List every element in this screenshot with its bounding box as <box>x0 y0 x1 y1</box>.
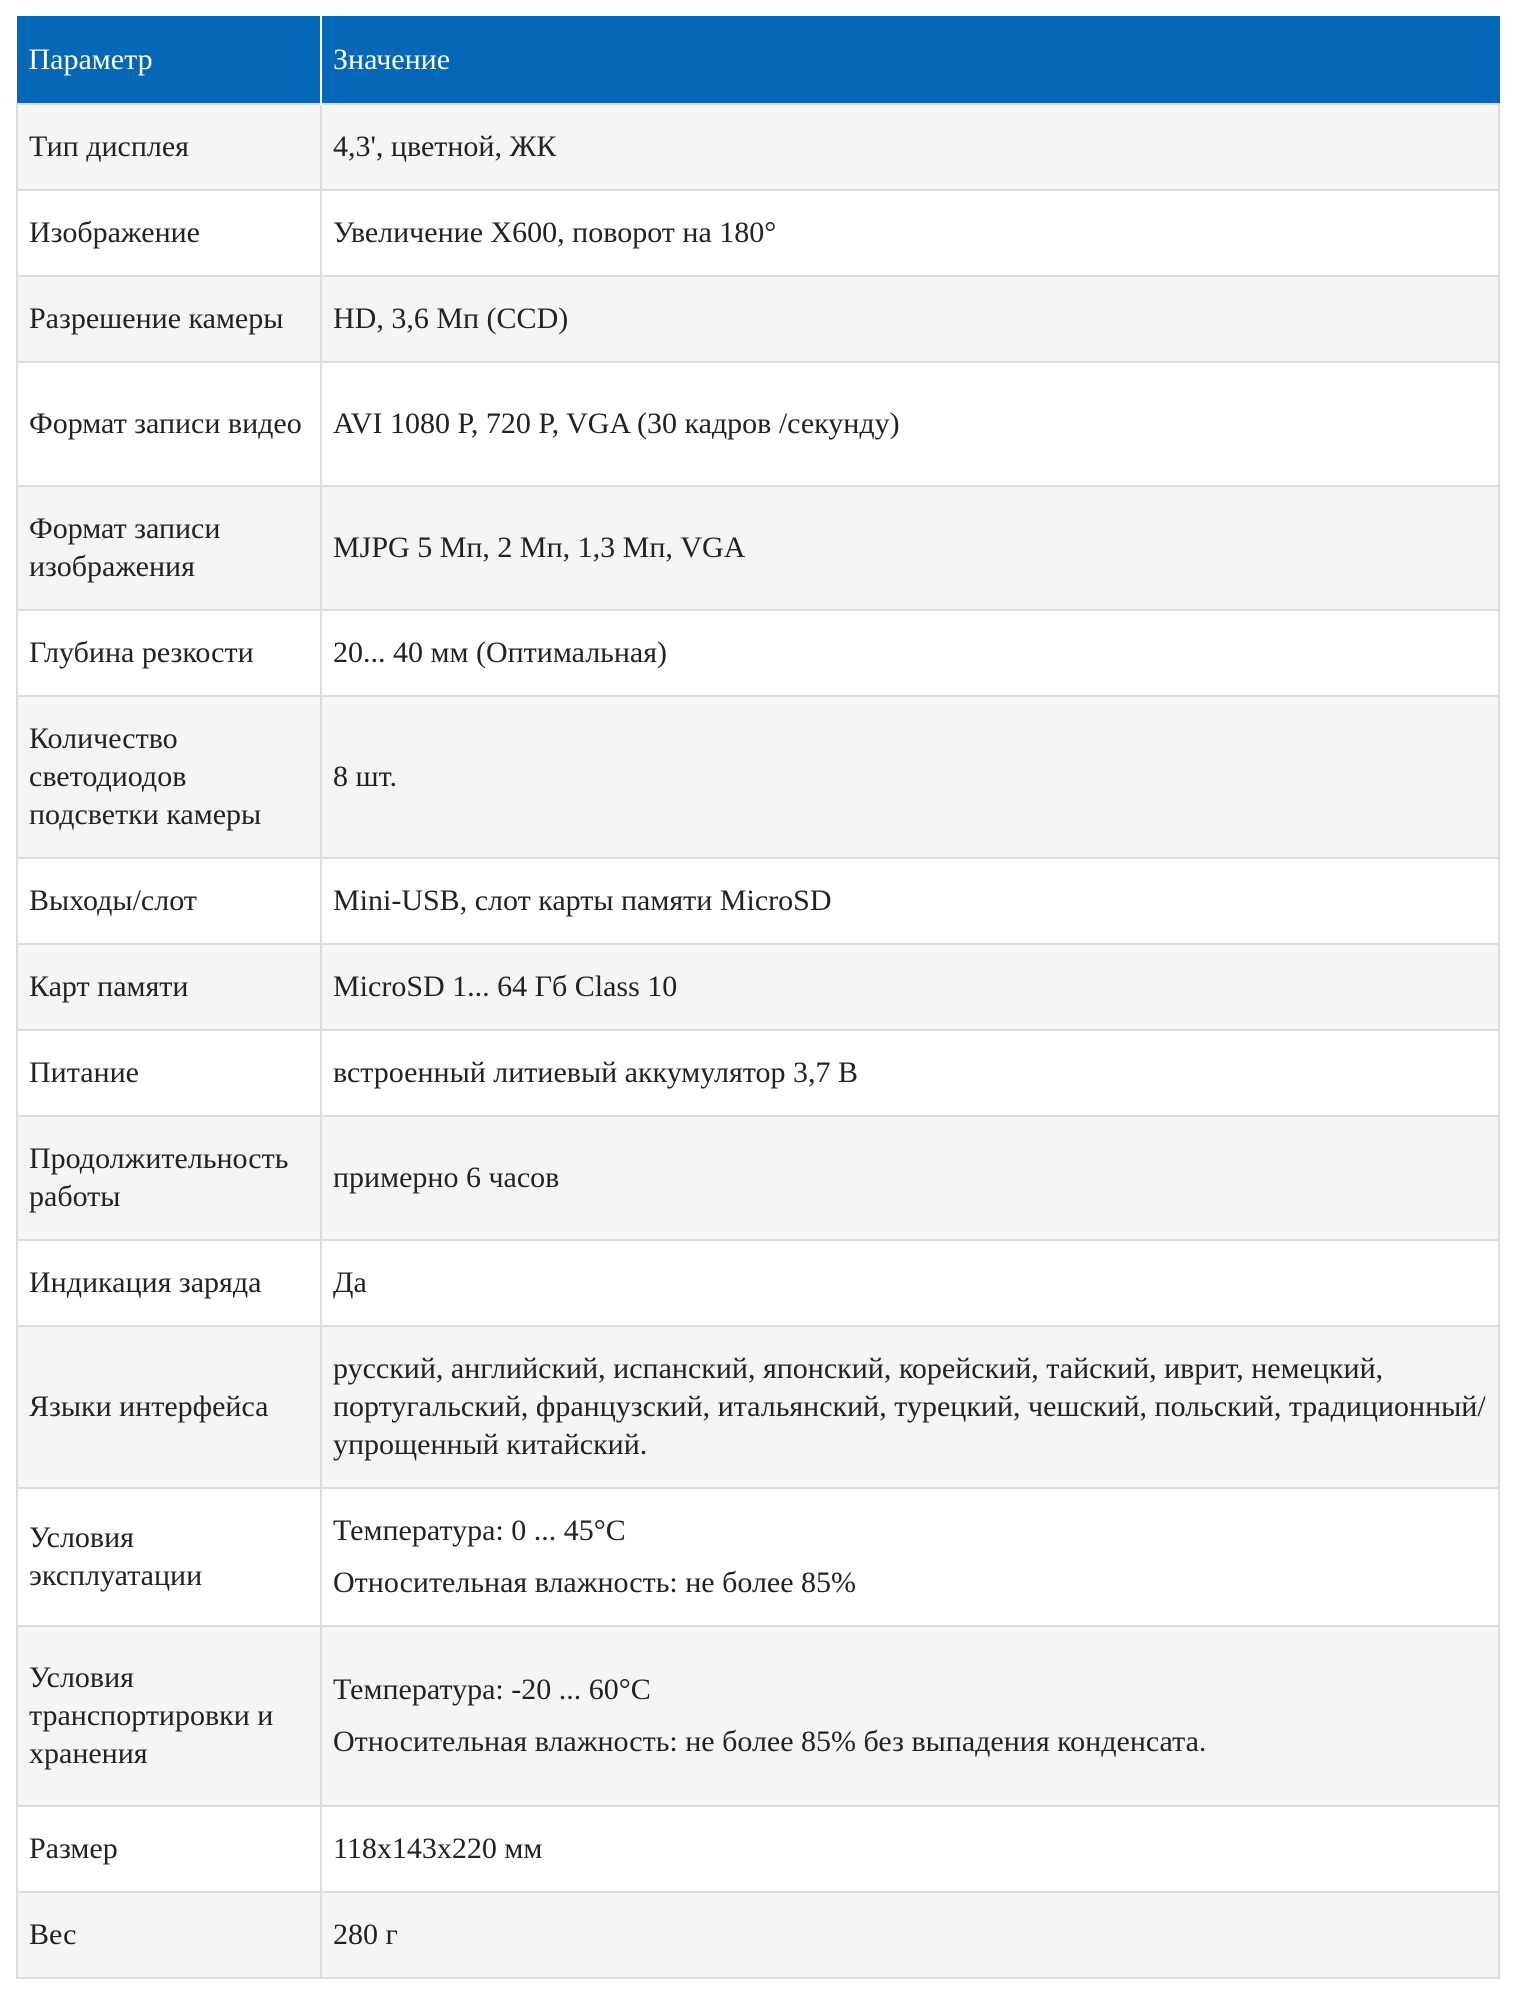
value-line: MicroSD 1... 64 Гб Class 10 <box>333 970 678 1003</box>
value-line: Относительная влажность: не более 85% без выпадения конденсата. <box>333 1725 1207 1758</box>
table-row <box>17 1626 1499 1806</box>
value-line: Увеличение Х600, поворот на 180° <box>333 216 777 249</box>
value-cell <box>321 696 1499 858</box>
value-line: HD, 3,6 Мп (CCD) <box>333 302 569 335</box>
value-line: 20... 40 мм (Оптимальная) <box>333 636 668 669</box>
param-cell: Формат записи видео <box>17 362 321 486</box>
value-line: 4,3', цветной, ЖК <box>333 130 557 163</box>
param-cell: Изображение <box>17 190 321 276</box>
param-cell: Тип дисплея <box>17 104 321 190</box>
table-row <box>17 1806 1499 1892</box>
table-row <box>17 276 1499 362</box>
param-cell: Разрешение камеры <box>17 276 321 362</box>
value-line: примерно 6 часов <box>333 1161 560 1194</box>
value-line: 280 г <box>333 1918 398 1951</box>
value-cell <box>321 1488 1499 1626</box>
table-row <box>17 1892 1499 1978</box>
value-line: AVI 1080 P, 720 P, VGA (30 кадров /секунду) <box>333 407 900 440</box>
spec-table <box>16 16 1500 1979</box>
value-line: Температура: 0 ... 45°С <box>333 1514 626 1547</box>
param-cell: Индикация заряда <box>17 1240 321 1326</box>
value-cell <box>321 1806 1499 1892</box>
table-row <box>17 104 1499 190</box>
table-row <box>17 1240 1499 1326</box>
value-cell <box>321 104 1499 190</box>
header-value: Значение <box>321 17 1499 105</box>
param-cell: Вес <box>17 1892 321 1978</box>
param-cell: Глубина резкости <box>17 610 321 696</box>
table-row <box>17 486 1499 610</box>
value-cell <box>321 486 1499 610</box>
param-cell: Продолжительность работы <box>17 1116 321 1240</box>
value-line: 118x143x220 мм <box>333 1832 543 1865</box>
value-line: Относительная влажность: не более 85% <box>333 1566 857 1599</box>
param-cell: Карт памяти <box>17 944 321 1030</box>
table-row <box>17 1326 1499 1488</box>
value-line: 8 шт. <box>333 760 397 793</box>
param-cell: Формат записи изображения <box>17 486 321 610</box>
param-cell: Питание <box>17 1030 321 1116</box>
value-cell <box>321 1326 1499 1488</box>
table-row <box>17 362 1499 486</box>
value-line: Да <box>333 1266 367 1299</box>
header-param: Параметр <box>17 17 321 105</box>
value-cell <box>321 1030 1499 1116</box>
param-cell: Выходы/слот <box>17 858 321 944</box>
table-row <box>17 696 1499 858</box>
value-cell <box>321 944 1499 1030</box>
value-cell <box>321 1116 1499 1240</box>
param-cell: Количество светодиодов подсветки камеры <box>17 696 321 858</box>
param-cell: Размер <box>17 1806 321 1892</box>
table-row <box>17 1116 1499 1240</box>
value-cell <box>321 276 1499 362</box>
param-cell: Условия эксплуатации <box>17 1488 321 1626</box>
table-row <box>17 1488 1499 1626</box>
param-cell: Языки интерфейса <box>17 1326 321 1488</box>
value-line: русский, английский, испанский, японский, корейский, тайский, иврит, немецкий, португальский, французский, итальянский, турецкий, чешский, польский, традиционный/упрощенный китайский. <box>333 1352 1486 1461</box>
value-cell <box>321 362 1499 486</box>
table-row <box>17 190 1499 276</box>
value-line: встроенный литиевый аккумулятор 3,7 В <box>333 1056 858 1089</box>
value-cell <box>321 190 1499 276</box>
table-header-row <box>17 17 1499 105</box>
value-line: Mini-USB, слот карты памяти MicroSD <box>333 884 832 917</box>
value-cell <box>321 1892 1499 1978</box>
value-line: MJPG 5 Мп, 2 Мп, 1,3 Мп, VGA <box>333 531 746 564</box>
table-row <box>17 858 1499 944</box>
table-row <box>17 610 1499 696</box>
table-row <box>17 1030 1499 1116</box>
param-cell: Условия транспортировки и хранения <box>17 1626 321 1806</box>
value-cell <box>321 1240 1499 1326</box>
table-row <box>17 944 1499 1030</box>
value-cell <box>321 1626 1499 1806</box>
value-cell <box>321 858 1499 944</box>
table-body <box>17 104 1499 1978</box>
value-cell <box>321 610 1499 696</box>
value-line: Температура: -20 ... 60°С <box>333 1673 651 1706</box>
